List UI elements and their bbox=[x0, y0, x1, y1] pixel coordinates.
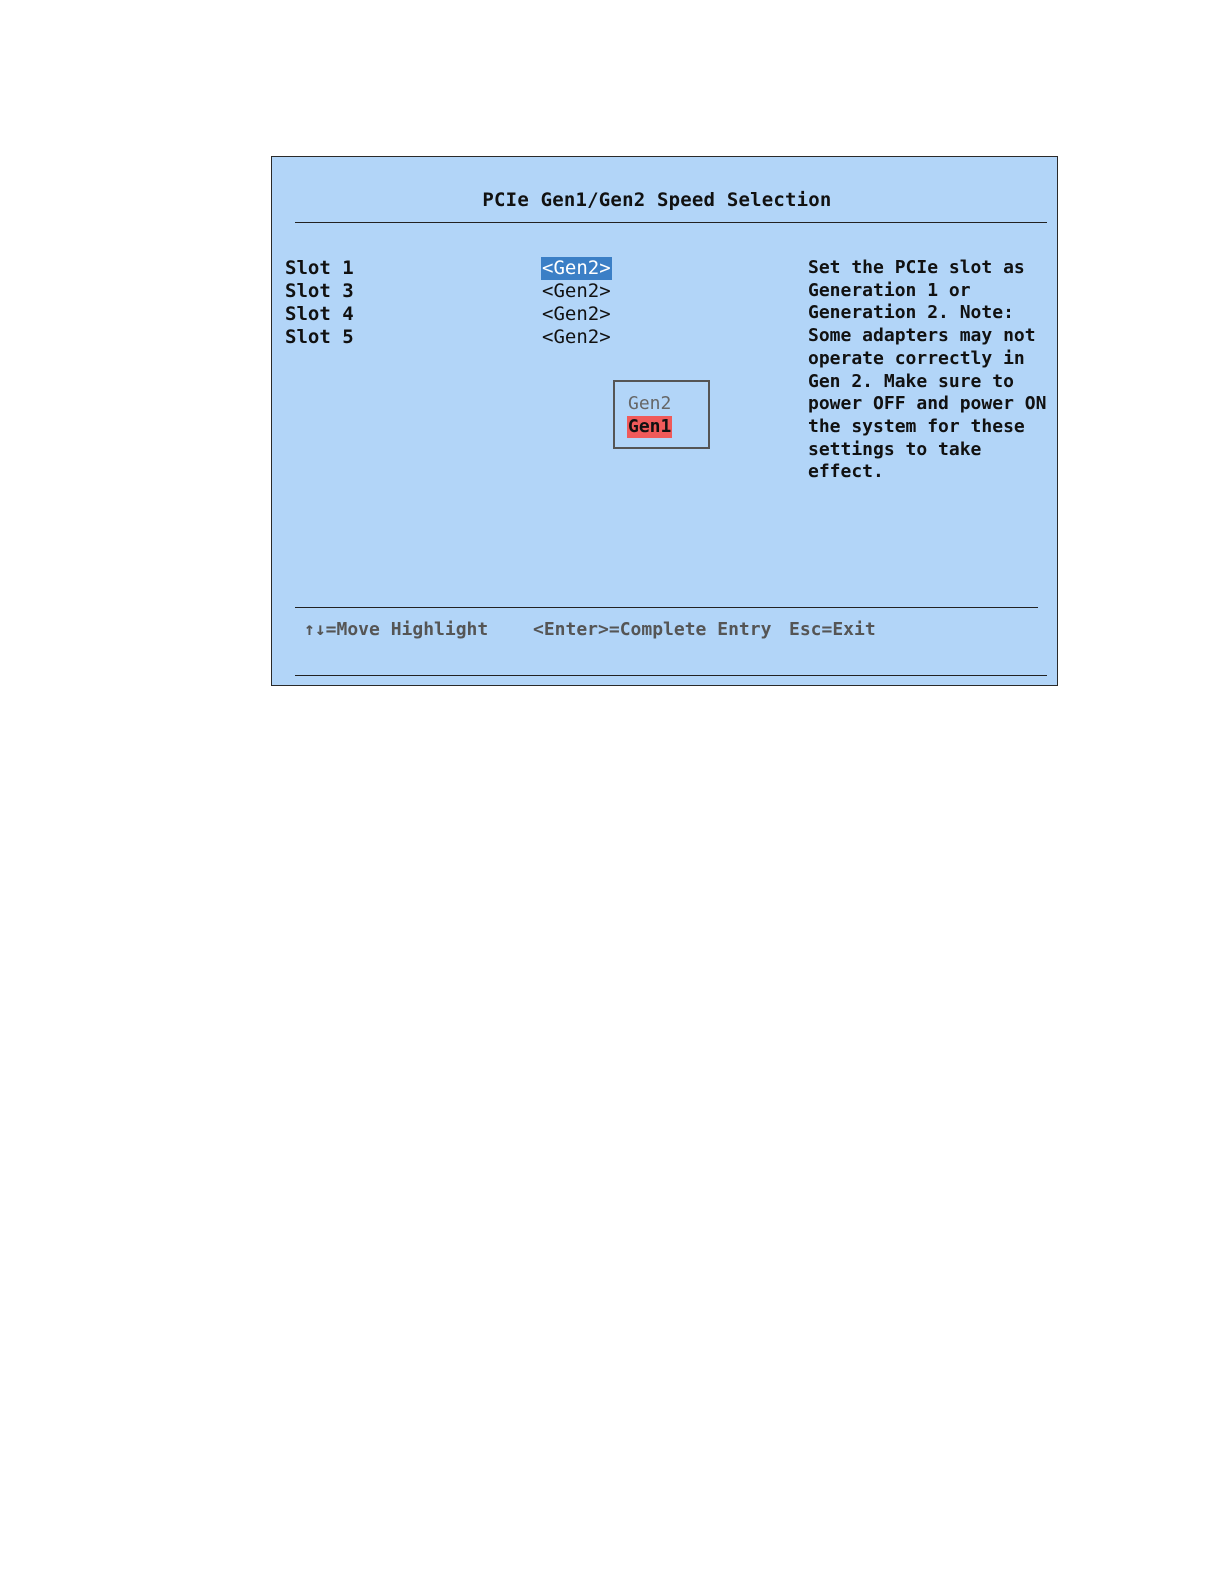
slot-label: Slot 1 bbox=[285, 257, 354, 279]
exit-hint: Esc=Exit bbox=[789, 619, 876, 640]
help-line: the system for these bbox=[808, 415, 1025, 437]
help-line: power OFF and power ON bbox=[808, 393, 1047, 415]
slot-row-3[interactable] bbox=[285, 280, 625, 303]
help-line: Generation 1 or bbox=[808, 279, 971, 301]
complete-entry-hint: <Enter>=Complete Entry bbox=[533, 619, 772, 640]
popup-option-gen1[interactable]: Gen1 bbox=[628, 416, 672, 437]
popup-option-gen2[interactable]: Gen2 bbox=[628, 393, 672, 414]
page-title: PCIe Gen1/Gen2 Speed Selection bbox=[482, 189, 832, 211]
slot-label: Slot 5 bbox=[285, 326, 354, 348]
help-line: settings to take bbox=[808, 438, 982, 460]
slot-row-1[interactable] bbox=[285, 257, 625, 280]
help-text bbox=[808, 257, 1048, 484]
slot-row-4[interactable] bbox=[285, 303, 625, 326]
slot-label: Slot 3 bbox=[285, 280, 354, 302]
help-line: Set the PCIe slot as bbox=[808, 257, 1025, 278]
help-line: effect. bbox=[808, 461, 884, 483]
help-line: Generation 2. Note: bbox=[808, 302, 1014, 324]
bios-setup-screen bbox=[271, 156, 1058, 686]
slot-4-speed-value[interactable]: <Gen2> bbox=[542, 303, 611, 325]
slot-1-speed-value[interactable]: <Gen2> bbox=[542, 257, 611, 279]
slot-5-speed-value[interactable]: <Gen2> bbox=[542, 326, 611, 348]
help-line: Gen 2. Make sure to bbox=[808, 370, 1014, 392]
footer-divider-bottom bbox=[295, 675, 1047, 676]
slot-row-5[interactable] bbox=[285, 326, 625, 349]
help-line: operate correctly in bbox=[808, 347, 1025, 369]
slot-label: Slot 4 bbox=[285, 303, 354, 325]
help-line: Some adapters may not bbox=[808, 325, 1036, 347]
slot-3-speed-value[interactable]: <Gen2> bbox=[542, 280, 611, 302]
move-highlight-hint: ↑↓=Move Highlight bbox=[304, 619, 489, 640]
speed-selection-popup bbox=[613, 380, 710, 449]
title-divider bbox=[295, 222, 1047, 223]
footer-divider-top bbox=[295, 607, 1038, 608]
